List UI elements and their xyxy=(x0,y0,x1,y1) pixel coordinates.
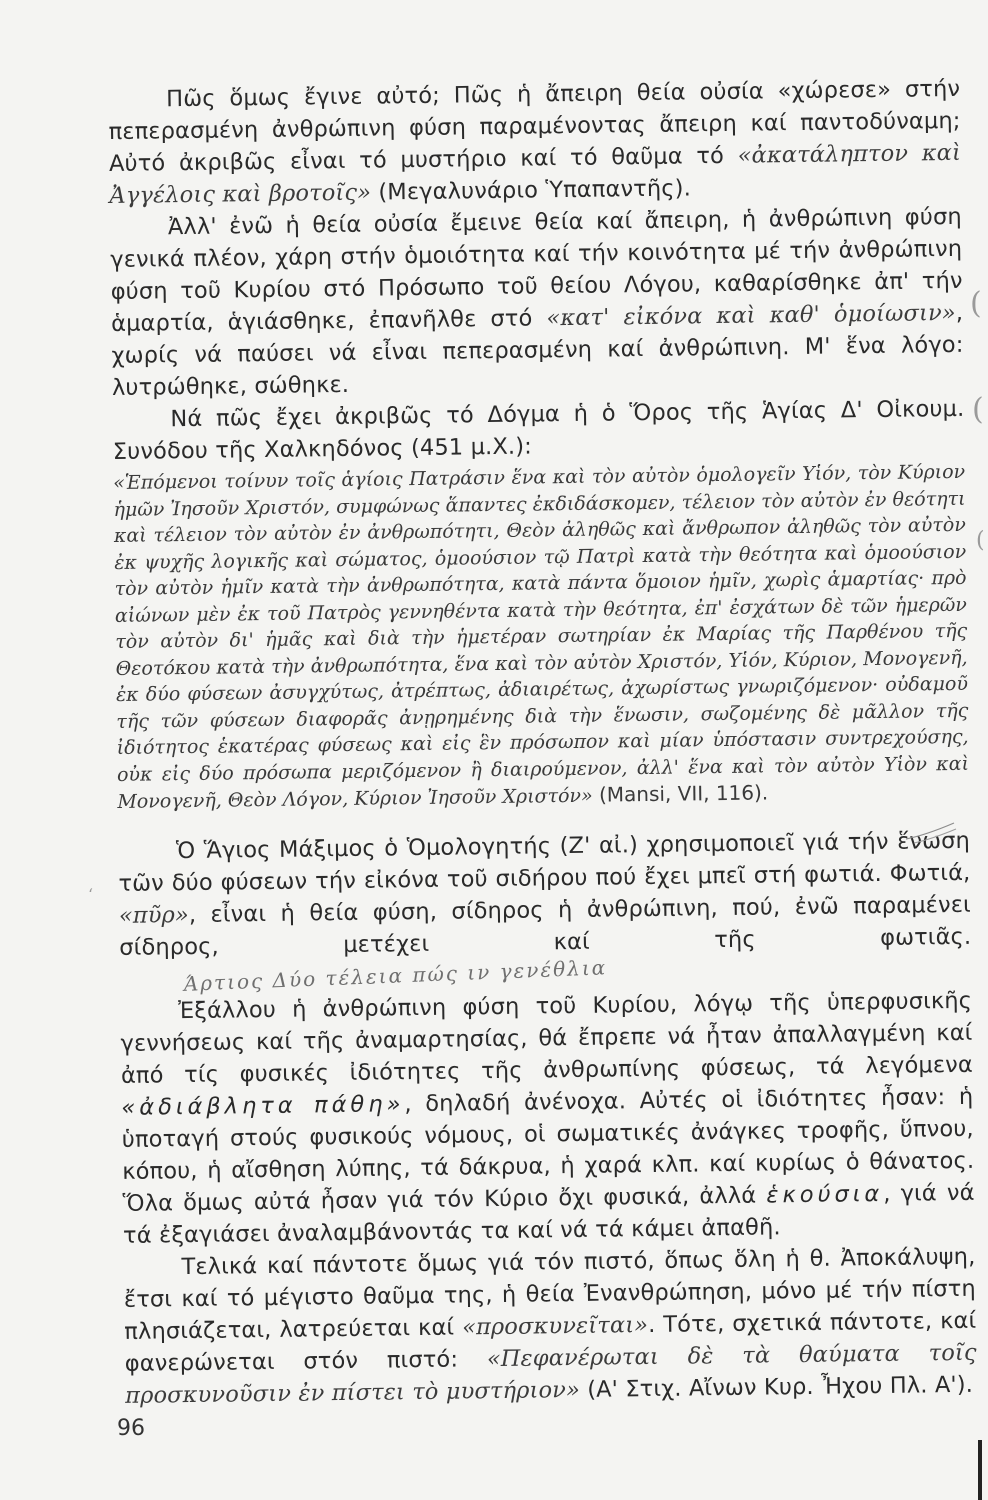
p5-text: Ἐξάλλου ἡ ἀνθρώπινη φύση τοῦ Κυρίου, λόγῳ τῆς ὑπερφυσικῆς γεννήσεως καί τῆς ἀναμαρτησίας, θά ἔπρεπε νά ἦταν ἀπαλλαγμένη καί ἀπό τίς φυσικές ἰδιότητες τῆς ἀνθρωπίνης φύσεως, τά λεγόμενα xyxy=(120,987,974,1089)
margin-tick-icon: ‘ xyxy=(88,885,94,904)
p6-ref: (Α' Στιχ. Αἴνων Κυρ. Ἦχου Πλ. Α'). xyxy=(579,1371,974,1403)
handwritten-note: Άρτιος Δύο τέλεια πώς ιν γενέθλια xyxy=(183,954,608,996)
p6-text: Τελικά καί πάντοτε ὅμως γιά τόν πιστό, ὅπως ὅλη ἡ θ. Ἀποκάλυψη, ἔτσι καί τό μέγιστο θαῦμα της, ἡ θεία Ἐνανθρώπηση, μόνο μέ τήν πίστη πλησιάζεται, λατρεύεται καί xyxy=(123,1243,977,1345)
page-number: 96 xyxy=(117,1416,145,1441)
p2-text-end: , χωρίς νά παύσει νά εἶναι πεπερασμένη καί ἀνθρώπινη. Μ' ἕνα λόγο: λυτρώθηκε, σώθηκε. xyxy=(111,299,964,401)
paragraph-1 xyxy=(108,73,962,212)
paragraph-6 xyxy=(123,1240,977,1411)
quote-text: «Ἑπόμενοι τοίνυν τοῖς ἁγίοις Πατράσιν ἕνα καὶ τὸν αὐτὸν ὁμολογεῖν Υἱόν, τὸν Κύριον ἡμῶν Ἰησοῦν Χριστόν, συμφώνως ἅπαντες ἐκδιδάσκομεν, τέλειον τὸν αὐτὸν ἐν θεότητι καὶ τέλειον τὸν αὐτὸν ἐν ἀνθρωπότητι, Θεὸν ἀληθῶς καὶ ἄνθρωπον ἀληθῶς τὸν αὐτὸν ἐκ ψυχῆς λογικῆς καὶ σώματος, ὁμοούσιον τῷ Πατρὶ κατὰ τὴν θεότητα καὶ ὁμοούσιον τὸν αὐτὸν ἡμῖν κατὰ τὴν ἀνθρωπότητα, κατὰ πάντα ὅμοιον ἡμῖν, χωρὶς ἁμαρτίας· πρὸ αἰώνων μὲν ἐκ τοῦ Πατρὸς γεννηθέντα κατὰ τὴν θεότητα, ἐπ' ἐσχάτων δὲ τῶν ἡμερῶν τὸν αὐτὸν δι' ἡμᾶς καὶ διὰ τὴν ἡμετέραν σωτηρίαν ἐκ Μαρίας τῆς Παρθένου τῆς Θεοτόκου κατὰ τὴν ἀνθρωπότητα, ἕνα καὶ τὸν αὐτὸν Χριστόν, Υἱόν, Κύριον, Μονογενῆ, ἐκ δύο φύσεων ἀσυγχύτως, ἀτρέπτως, ἀδιαιρέτως, ἀχωρίστως γνωριζόμενον· οὐδαμοῦ τῆς τῶν φύσεων διαφορᾶς ἀνῃρημένης διὰ τὴν ἕνωσιν, σωζομένης δὲ μᾶλλον τῆς ἰδιότητος ἑκατέρας φύσεως καὶ εἰς ἓν πρόσωπον καὶ μίαν ὑπόστασιν συντρεχούσης, οὐκ εἰς δύο πρόσωπα μεριζόμενον ἢ διαιρούμενον, ἀλλ' ἕνα καὶ τὸν αὐτὸν Υἱὸν καὶ Μονογενῆ, Θεὸν Λόγον, Κύριον Ἰησοῦν Χριστόν» xyxy=(113,460,970,813)
p6-hymn-quote: «Πεφανέρωται δὲ τὰ θαύματα τοῖς προσκυνοῦσιν ἐν πίστει τὸ μυστήριον» xyxy=(124,1339,977,1409)
binding-edge xyxy=(978,1440,982,1500)
quote-reference: (Mansi, VII, 116). xyxy=(592,780,769,807)
margin-bracket-icon: ( xyxy=(976,528,985,553)
p5-text-end: , γιά νά τά ἐξαγιάσει ἀναλαμβάνοντάς τα καί νά τά κάμει ἀπαθῆ. xyxy=(122,1179,975,1249)
p4-quote: «πῦρ» xyxy=(118,901,190,929)
chalcedon-quote xyxy=(113,459,969,816)
p4-text-end: , εἶναι ἡ θεία φύση, σίδηρος ἡ ἀνθρώπινη, πού, ἐνῶ παραμένει σίδηρος, μετέχει καί τῆς φωτιᾶς. xyxy=(119,891,972,961)
p1-ref: (Μεγαλυνάριο Ὑπαπαντῆς). xyxy=(370,175,692,206)
p1-text: Πῶς ὅμως ἔγινε αὐτό; Πῶς ἡ ἄπειρη θεία οὐσία «χώρεσε» στήν πεπερασμένη ἀνθρώπινη φύση παραμένοντας ἄπειρη καί παντοδύναμη; Αὐτό ἀκριβῶς εἶναι τό μυστήριο καί τό θαῦμα τό xyxy=(108,75,961,177)
p4-text: Ὁ Ἅγιος Μάξιμος ὁ Ὁμολογητής (Ζ' αἰ.) χρησιμοποιεῖ γιά τήν ἕνωση τῶν δύο φύσεων τήν εἰκόνα τοῦ σιδήρου πού ἔχει μπεῖ στή φωτιά. Φωτιά, xyxy=(118,827,971,897)
margin-bracket-icon: ( xyxy=(970,286,982,321)
p1-quote: «ἀκατάληπτον καὶ Ἀγγέλοις καὶ βροτοῖς» xyxy=(109,139,962,209)
p2-quote: «κατ' εἰκόνα καὶ καθ' ὁμοίωσιν» xyxy=(546,299,956,332)
pen-mark-icon xyxy=(904,815,958,845)
paragraph-2 xyxy=(110,201,964,404)
paragraph-4 xyxy=(118,824,972,995)
body-text xyxy=(108,73,977,1412)
p5-text-mid: , δηλαδή ἀνένοχα. Αὐτές οἱ ἰδιότητες ἦσαν: ἡ ὑποταγή στούς φυσικούς νόμους, οἱ σωματικές ἀνάγκες τροφῆς, ὕπνου, κόπου, ἡ αἴσθηση λύπης, τά δάκρυα, ἡ χαρά κλπ. καί κυρίως ὁ θάνατος. Ὅλα ὅμως αὐτά ἦσαν γιά τόν Κύριο ὄχι φυσικά, ἀλλά xyxy=(121,1083,975,1217)
paragraph-3: Νά πῶς ἔχει ἀκριβῶς τό Δόγμα ἡ ὁ Ὅρος τῆς Ἁγίας Δ' Οἰκουμ. Συνόδου τῆς Χαλκηδόνος (451 μ.Χ.): xyxy=(112,395,965,465)
p6-quote: «προσκυνεῖται» xyxy=(461,1311,649,1340)
p2-text: Ἀλλ' ἐνῶ ἡ θεία οὐσία ἔμεινε θεία καί ἄπειρη, ἡ ἀνθρώπινη φύση γενικά πλέον, χάρη στήν ὁμοιότητα καί τήν κοινότητα μέ τήν ἀνθρώπινη φύση τοῦ Κυρίου στό Πρόσωπο τοῦ θείου Λόγου, καθαρίσθηκε ἀπ' τήν ἁμαρτία, ἁγιάσθηκε, ἐπανῆλθε στό xyxy=(110,203,963,337)
paragraph-5 xyxy=(120,984,975,1251)
margin-bracket-icon: ( xyxy=(972,392,984,427)
p6-text-mid: . Τότε, σχετικά πάντοτε, καί φανερώνεται στόν πιστό: xyxy=(124,1307,977,1377)
p5-emph: ἑκούσια xyxy=(766,1180,884,1208)
p5-quote: «ἀδιάβλητα πάθη» xyxy=(121,1090,405,1121)
